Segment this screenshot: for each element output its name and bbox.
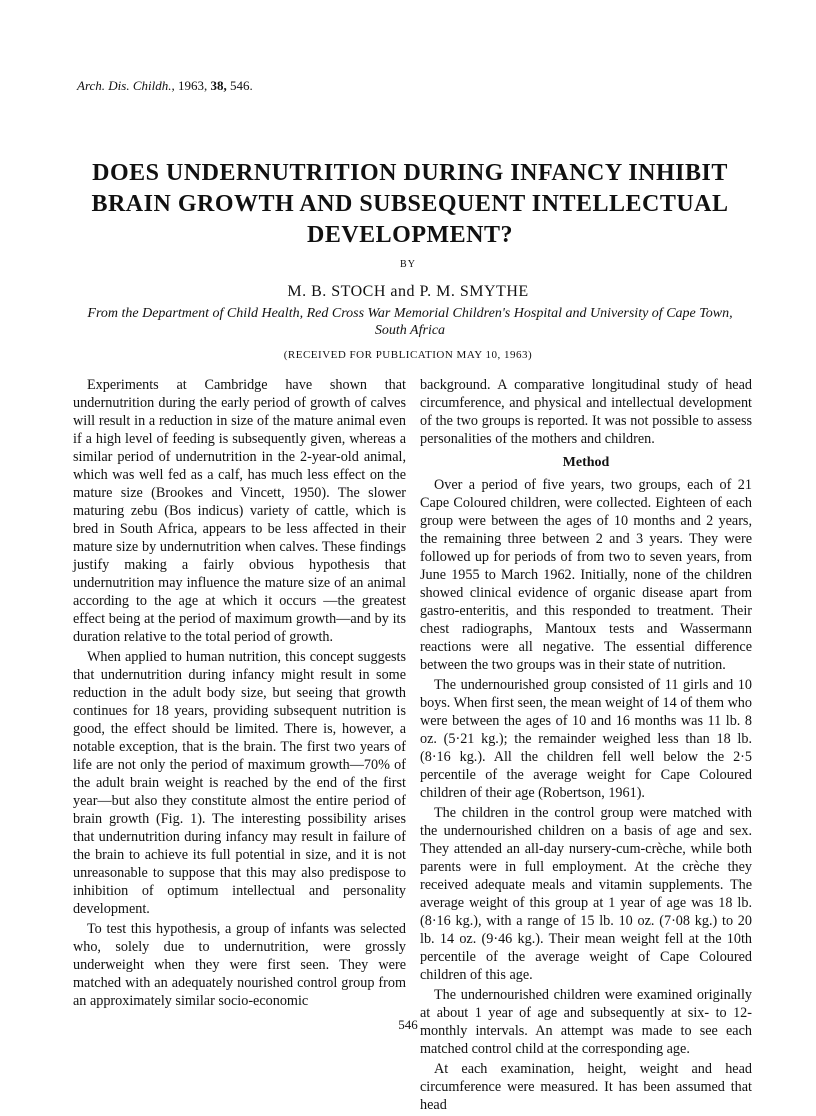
- paragraph: To test this hypothesis, a group of infants was selected who, solely due to undernutrition, were grossly underweight when they were first seen. They were matched with an adequately nourished control group from an approximately similar socio-economic: [73, 921, 406, 1009]
- paragraph: At each examination, height, weight and head circumference were measured. It has been assumed that head: [420, 1061, 752, 1113]
- citation-year: 1963,: [178, 78, 208, 93]
- received-date: (RECEIVED FOR PUBLICATION MAY 10, 1963): [283, 349, 533, 361]
- journal-name: Arch. Dis. Childh.,: [77, 78, 175, 93]
- journal-citation: [77, 78, 253, 94]
- authors: M. B. STOCH and P. M. SMYTHE: [287, 283, 529, 300]
- left-column: [73, 376, 406, 1012]
- method-heading: Method: [562, 455, 610, 470]
- title-line: BRAIN GROWTH AND SUBSEQUENT INTELLECTUAL: [91, 191, 729, 217]
- paragraph: When applied to human nutrition, this concept suggests that undernutrition during infancy might result in some reduction in the adult body size, but seeing that growth continues for 18 years, providing subsequent nutrition is good, the effect should be limited. There is, however, a notable exception, that is the brain. The first two years of life are not only the period of maximum growth—70% of the adult brain weight is reached by the end of the first year—but also they constitute almost the entire period of brain growth (Fig. 1). The interesting possibility arises that undernutrition during infancy may result in failure of the brain to achieve its full potential in size, and it is not unreasonable to suppose that this may also predispose to inhibition of optimum intellectual and personality development.: [73, 649, 406, 917]
- title-line: DOES UNDERNUTRITION DURING INFANCY INHIBIT: [92, 160, 728, 186]
- paragraph: The children in the control group were matched with the undernourished children on a basis of age and sex. They attended an all-day nursery-cum-crèche, while both parents were in full employment. At the crèche they received adequate meals and vitamin supplements. The average weight of this group at 1 year of age was 18 lb. (8·16 kg.), with a range of 15 lb. 10 oz. (7·08 kg.) to 20 lb. 14 oz. (9·46 kg.). Their mean weight fell at the 10th percentile of the average weight of Cape Coloured children of this age.: [420, 805, 752, 983]
- paragraph: Over a period of five years, two groups, each of 21 Cape Coloured children, were collected. Eighteen of each group were between the ages of 10 months and 2 years, the remaining three between 2 and 3 years. They were followed up for periods of from two to seven years, from June 1955 to March 1962. Initially, none of the children showed clinical evidence of organic disease apart from gastro-enteritis, and this responded to treatment. Their chest radiographs, Mantoux tests and Wassermann reactions were all negative. The essential difference between the two groups was in their state of nutrition.: [420, 477, 752, 673]
- paragraph: Experiments at Cambridge have shown that undernutrition during the early period of growth of calves will result in a reduction in size of the mature animal even if a high level of feeding is subsequently given, whereas a similar period of undernutrition in the 2-year-old animal, which was well fed as a calf, has much less effect on the mature size (Brookes and Vincett, 1950). The slower maturing zebu (Bos indicus) variety of cattle, which is bred in South Africa, appears to be less affected in their mature size by undernutrition when calves. These findings justify making a fairly obvious hypothesis that undernutrition may influence the mature size of an animal according to the age at which it occurs —the greatest effect being at the period of maximum growth—and by its duration relative to the total period of growth.: [73, 377, 406, 645]
- paragraph: The undernourished children were examined originally at about 1 year of age and subsequently at six- to 12-monthly intervals. An attempt was made to see each matched control child at the corresponding age.: [420, 987, 752, 1057]
- right-column: [420, 376, 752, 1116]
- by-label: BY: [400, 259, 416, 270]
- affiliation: From the Department of Child Health, Red Cross War Memorial Children's Hospital and University of Cape Town, South Africa: [87, 306, 733, 338]
- page-number: 546: [398, 1017, 418, 1032]
- article-title: [60, 158, 760, 251]
- citation-page: 546.: [230, 78, 253, 93]
- title-line: DEVELOPMENT?: [306, 222, 513, 248]
- paragraph: background. A comparative longitudinal study of head circumference, and physical and intellectual development of the two groups is reported. It was not possible to assess personalities of the mothers and children.: [420, 377, 752, 447]
- citation-volume: 38,: [210, 78, 227, 93]
- paragraph: The undernourished group consisted of 11 girls and 10 boys. When first seen, the mean weight of 14 of them who were between the ages of 10 and 16 months was 11 lb. 8 oz. (5·21 kg.); the remainder weighed less than 18 lb. (8·16 kg.). All the children fell well below the 2·5 percentile of the average weight for Cape Coloured children of their age (Robertson, 1961).: [420, 677, 752, 801]
